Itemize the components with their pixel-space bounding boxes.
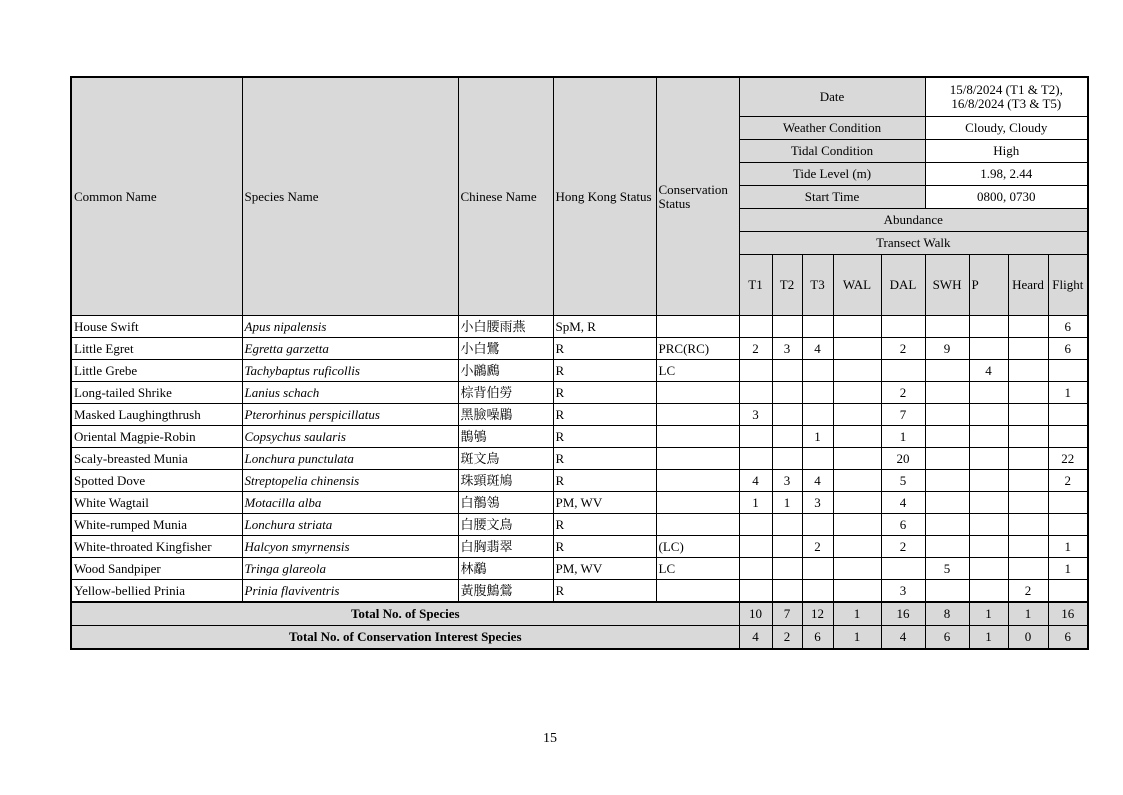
count-cell	[925, 426, 969, 448]
count-cell	[925, 536, 969, 558]
count-cell: 2	[1048, 470, 1088, 492]
transect-walk-label: Transect Walk	[739, 232, 1088, 255]
chinese-name-cell: 小白腰雨燕	[458, 316, 553, 338]
column-header: WAL	[833, 255, 881, 316]
chinese-name-cell: 小鸊鷉	[458, 360, 553, 382]
conservation-status-cell	[656, 426, 739, 448]
total-conservation-value: 1	[833, 626, 881, 650]
species-name-cell: Tringa glareola	[242, 558, 458, 580]
count-cell	[739, 448, 772, 470]
count-cell	[739, 426, 772, 448]
conservation-status-cell	[656, 514, 739, 536]
count-cell	[772, 514, 802, 536]
count-cell	[739, 514, 772, 536]
count-cell	[969, 426, 1008, 448]
count-cell	[969, 558, 1008, 580]
species-name-cell: Motacilla alba	[242, 492, 458, 514]
count-cell	[833, 558, 881, 580]
table-row	[71, 470, 1088, 492]
count-cell	[969, 514, 1008, 536]
chinese-name-cell: 白腰文鳥	[458, 514, 553, 536]
total-conservation-value: 4	[739, 626, 772, 650]
count-cell	[1048, 360, 1088, 382]
count-cell: 1	[802, 426, 833, 448]
column-header: Heard	[1008, 255, 1048, 316]
chinese-name-cell: 白胸翡翠	[458, 536, 553, 558]
count-cell	[772, 316, 802, 338]
table-row	[71, 514, 1088, 536]
count-cell	[1008, 426, 1048, 448]
count-cell	[969, 492, 1008, 514]
total-species-label: Total No. of Species	[71, 602, 739, 626]
total-conservation-value: 6	[802, 626, 833, 650]
count-cell	[881, 360, 925, 382]
total-conservation-value: 4	[881, 626, 925, 650]
start-time-label: Start Time	[739, 186, 925, 209]
count-cell	[969, 316, 1008, 338]
count-cell	[802, 360, 833, 382]
count-cell: 7	[881, 404, 925, 426]
total-conservation-label: Total No. of Conservation Interest Species	[71, 626, 739, 650]
weather-label: Weather Condition	[739, 117, 925, 140]
table-row	[71, 426, 1088, 448]
count-cell	[772, 580, 802, 603]
common-name-cell: Wood Sandpiper	[71, 558, 242, 580]
chinese-name-cell: 斑文鳥	[458, 448, 553, 470]
count-cell	[1008, 448, 1048, 470]
conservation-status-cell: LC	[656, 360, 739, 382]
count-cell	[1008, 316, 1048, 338]
count-cell	[1008, 492, 1048, 514]
count-cell: 3	[772, 338, 802, 360]
count-cell	[1008, 404, 1048, 426]
count-cell	[833, 426, 881, 448]
count-cell	[833, 580, 881, 603]
count-cell	[1008, 514, 1048, 536]
count-cell	[772, 558, 802, 580]
count-cell	[969, 536, 1008, 558]
count-cell	[925, 448, 969, 470]
count-cell	[925, 316, 969, 338]
count-cell: 4	[739, 470, 772, 492]
count-cell	[739, 536, 772, 558]
count-cell	[969, 448, 1008, 470]
count-cell	[1048, 580, 1088, 603]
count-cell	[1048, 404, 1088, 426]
count-cell	[802, 558, 833, 580]
species-name-cell: Lanius schach	[242, 382, 458, 404]
hk-status-cell: R	[553, 338, 656, 360]
species-name-cell: Streptopelia chinensis	[242, 470, 458, 492]
count-cell	[881, 316, 925, 338]
chinese-name-cell: 黃腹鷦鶯	[458, 580, 553, 603]
count-cell: 6	[1048, 338, 1088, 360]
count-cell: 1	[1048, 558, 1088, 580]
count-cell	[772, 360, 802, 382]
count-cell: 20	[881, 448, 925, 470]
conservation-status-cell: PRC(RC)	[656, 338, 739, 360]
count-cell	[1008, 338, 1048, 360]
table-row	[71, 492, 1088, 514]
count-cell: 1	[739, 492, 772, 514]
count-cell	[739, 558, 772, 580]
table-row	[71, 580, 1088, 603]
count-cell	[772, 536, 802, 558]
count-cell	[925, 492, 969, 514]
column-header: SWH	[925, 255, 969, 316]
conservation-status-cell: (LC)	[656, 536, 739, 558]
count-cell: 2	[881, 536, 925, 558]
conservation-status-cell	[656, 404, 739, 426]
table-row	[71, 360, 1088, 382]
species-name-cell: Prinia flaviventris	[242, 580, 458, 603]
count-cell: 3	[881, 580, 925, 603]
common-name-cell: Masked Laughingthrush	[71, 404, 242, 426]
table-row	[71, 448, 1088, 470]
header-chinese-name: Chinese Name	[458, 77, 553, 316]
common-name-cell: Oriental Magpie-Robin	[71, 426, 242, 448]
common-name-cell: Little Grebe	[71, 360, 242, 382]
count-cell	[739, 316, 772, 338]
count-cell	[739, 580, 772, 603]
count-cell	[739, 360, 772, 382]
chinese-name-cell: 小白鷺	[458, 338, 553, 360]
hk-status-cell: R	[553, 382, 656, 404]
tide-level-value: 1.98, 2.44	[925, 163, 1088, 186]
count-cell: 3	[739, 404, 772, 426]
total-conservation-value: 6	[1048, 626, 1088, 650]
total-species-value: 12	[802, 602, 833, 626]
common-name-cell: Spotted Dove	[71, 470, 242, 492]
species-name-cell: Halcyon smyrnensis	[242, 536, 458, 558]
count-cell	[772, 404, 802, 426]
count-cell	[833, 470, 881, 492]
hk-status-cell: SpM, R	[553, 316, 656, 338]
species-name-cell: Copsychus saularis	[242, 426, 458, 448]
count-cell: 2	[739, 338, 772, 360]
count-cell	[1008, 558, 1048, 580]
total-conservation-value: 0	[1008, 626, 1048, 650]
conservation-status-cell	[656, 580, 739, 603]
common-name-cell: Yellow-bellied Prinia	[71, 580, 242, 603]
count-cell	[925, 514, 969, 536]
count-cell	[1048, 426, 1088, 448]
common-name-cell: White-throated Kingfisher	[71, 536, 242, 558]
conservation-status-cell	[656, 492, 739, 514]
count-cell: 5	[881, 470, 925, 492]
count-cell	[833, 316, 881, 338]
table-row	[71, 404, 1088, 426]
count-cell	[802, 382, 833, 404]
hk-status-cell: R	[553, 448, 656, 470]
total-species-value: 1	[969, 602, 1008, 626]
count-cell	[925, 404, 969, 426]
species-name-cell: Lonchura punctulata	[242, 448, 458, 470]
count-cell: 4	[969, 360, 1008, 382]
count-cell	[833, 492, 881, 514]
hk-status-cell: PM, WV	[553, 492, 656, 514]
count-cell	[925, 580, 969, 603]
count-cell	[833, 338, 881, 360]
count-cell	[802, 316, 833, 338]
chinese-name-cell: 鵲鴝	[458, 426, 553, 448]
hk-status-cell: R	[553, 536, 656, 558]
total-species-value: 16	[881, 602, 925, 626]
count-cell: 2	[881, 382, 925, 404]
count-cell	[772, 426, 802, 448]
hk-status-cell: R	[553, 580, 656, 603]
table-row	[71, 316, 1088, 338]
count-cell	[833, 536, 881, 558]
hk-status-cell: R	[553, 404, 656, 426]
count-cell	[1008, 382, 1048, 404]
count-cell	[802, 448, 833, 470]
common-name-cell: White-rumped Munia	[71, 514, 242, 536]
total-species-value: 8	[925, 602, 969, 626]
count-cell	[881, 558, 925, 580]
species-name-cell: Apus nipalensis	[242, 316, 458, 338]
header-common-name: Common Name	[71, 77, 242, 316]
date-label: Date	[739, 77, 925, 117]
table-row	[71, 382, 1088, 404]
column-header: T3	[802, 255, 833, 316]
count-cell	[833, 382, 881, 404]
total-conservation-value: 2	[772, 626, 802, 650]
count-cell	[833, 448, 881, 470]
date-value: 15/8/2024 (T1 & T2), 16/8/2024 (T3 & T5)	[925, 77, 1088, 117]
count-cell	[833, 404, 881, 426]
table-row	[71, 558, 1088, 580]
count-cell	[969, 404, 1008, 426]
count-cell	[925, 382, 969, 404]
count-cell: 3	[772, 470, 802, 492]
count-cell: 2	[802, 536, 833, 558]
total-conservation-value: 1	[969, 626, 1008, 650]
column-header: P	[969, 255, 1008, 316]
count-cell	[833, 514, 881, 536]
column-header: Flight	[1048, 255, 1088, 316]
conservation-status-cell	[656, 382, 739, 404]
count-cell: 1	[1048, 382, 1088, 404]
abundance-label: Abundance	[739, 209, 1088, 232]
species-name-cell: Egretta garzetta	[242, 338, 458, 360]
tide-level-label: Tide Level (m)	[739, 163, 925, 186]
common-name-cell: Long-tailed Shrike	[71, 382, 242, 404]
count-cell	[1008, 470, 1048, 492]
count-cell	[739, 382, 772, 404]
count-cell	[1008, 536, 1048, 558]
total-species-value: 16	[1048, 602, 1088, 626]
count-cell	[925, 360, 969, 382]
count-cell	[969, 338, 1008, 360]
conservation-status-cell	[656, 448, 739, 470]
count-cell	[802, 404, 833, 426]
chinese-name-cell: 黑臉噪鶥	[458, 404, 553, 426]
tidal-value: High	[925, 140, 1088, 163]
hk-status-cell: R	[553, 470, 656, 492]
total-conservation-value: 6	[925, 626, 969, 650]
hk-status-cell: PM, WV	[553, 558, 656, 580]
page-number: 15	[543, 731, 557, 746]
header-species-name: Species Name	[242, 77, 458, 316]
count-cell: 2	[1008, 580, 1048, 603]
count-cell: 2	[881, 338, 925, 360]
chinese-name-cell: 林鷸	[458, 558, 553, 580]
total-species-value: 10	[739, 602, 772, 626]
count-cell: 22	[1048, 448, 1088, 470]
conservation-status-cell	[656, 470, 739, 492]
common-name-cell: Little Egret	[71, 338, 242, 360]
chinese-name-cell: 珠頸斑鳩	[458, 470, 553, 492]
hk-status-cell: R	[553, 514, 656, 536]
species-name-cell: Lonchura striata	[242, 514, 458, 536]
count-cell	[1008, 360, 1048, 382]
start-time-value: 0800, 0730	[925, 186, 1088, 209]
conservation-status-cell: LC	[656, 558, 739, 580]
tidal-label: Tidal Condition	[739, 140, 925, 163]
column-header: DAL	[881, 255, 925, 316]
species-name-cell: Pterorhinus perspicillatus	[242, 404, 458, 426]
count-cell	[772, 382, 802, 404]
count-cell	[802, 514, 833, 536]
total-species-value: 7	[772, 602, 802, 626]
species-name-cell: Tachybaptus ruficollis	[242, 360, 458, 382]
count-cell: 1	[1048, 536, 1088, 558]
count-cell	[1048, 492, 1088, 514]
common-name-cell: House Swift	[71, 316, 242, 338]
count-cell	[802, 580, 833, 603]
total-species-value: 1	[833, 602, 881, 626]
count-cell: 6	[881, 514, 925, 536]
weather-value: Cloudy, Cloudy	[925, 117, 1088, 140]
count-cell: 6	[1048, 316, 1088, 338]
chinese-name-cell: 白鶺鴒	[458, 492, 553, 514]
bird-survey-table	[70, 76, 1089, 650]
conservation-status-cell	[656, 316, 739, 338]
column-header: T1	[739, 255, 772, 316]
table-row	[71, 338, 1088, 360]
count-cell	[1048, 514, 1088, 536]
column-header: T2	[772, 255, 802, 316]
count-cell	[969, 580, 1008, 603]
hk-status-cell: R	[553, 360, 656, 382]
common-name-cell: Scaly-breasted Munia	[71, 448, 242, 470]
hk-status-cell: R	[553, 426, 656, 448]
count-cell	[969, 470, 1008, 492]
count-cell: 9	[925, 338, 969, 360]
count-cell: 4	[802, 338, 833, 360]
header-conservation-status: Conservation Status	[656, 77, 739, 316]
count-cell: 1	[881, 426, 925, 448]
table-row	[71, 536, 1088, 558]
count-cell: 1	[772, 492, 802, 514]
count-cell: 4	[802, 470, 833, 492]
chinese-name-cell: 棕背伯勞	[458, 382, 553, 404]
count-cell: 4	[881, 492, 925, 514]
header-hk-status: Hong Kong Status	[553, 77, 656, 316]
common-name-cell: White Wagtail	[71, 492, 242, 514]
count-cell	[772, 448, 802, 470]
count-cell	[925, 470, 969, 492]
count-cell	[969, 382, 1008, 404]
count-cell: 5	[925, 558, 969, 580]
count-cell: 3	[802, 492, 833, 514]
count-cell	[833, 360, 881, 382]
total-species-value: 1	[1008, 602, 1048, 626]
